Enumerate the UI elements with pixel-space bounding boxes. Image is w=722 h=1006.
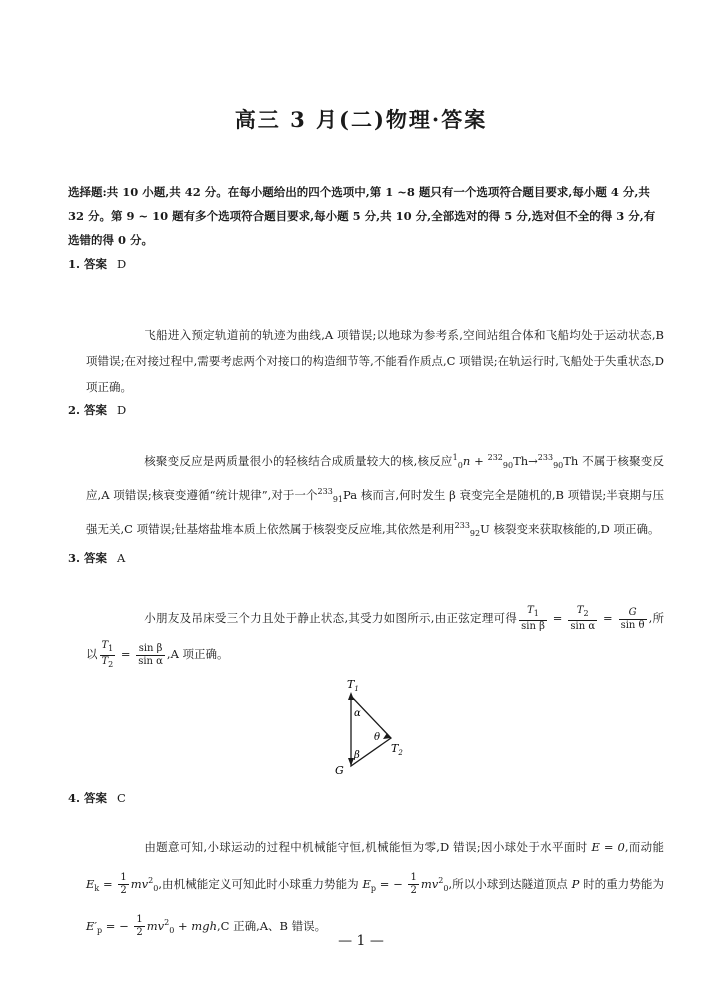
q2-pa: Pa [343,487,358,502]
q1-text: 飞船进入预定轨道前的轨迹为曲线,A 项错误;以地球为参考系,空间站组合体和飞船均处于运动状态,B 项错误;在对接过程中,需要考虑两个对接口的构造细节等,不能看作质点,C 项错误;在轨运行时,飞船处于失重状态,D 项正确。 [86,328,664,394]
q3-text-2: ,所 [648,611,664,625]
q2-explanation: 核聚变反应是两质量很小的轻核结合成质量较大的核,核反应$^1_0$n + $^{232}_{90}$Th→$^{233}_{90}$Th 不属于核聚变反应,A 项错误;核衰变遵循“统计规律”,对于一个$^{233}_{91}$Pa 核而言,何时发生 β 衰变完全是随机的,B 项错误;半衰期与压强无关,C 项错误;钍基熔盐堆本质上依然属于核裂变反应堆,其依然是利用$^{233}_{92}$U 核裂变来获取核能的,D 项正确。 [86,453,665,539]
q2-text-3: 核而言,何时发生 β 衰变完全是随机的,B 项错误;半衰期与压强无关,C 项错误;钍基熔盐堆本质上依然属于核裂变反应堆,其依然是利用 [86,487,665,537]
q4-answer: C [117,791,126,805]
q4-text-3: ,所以小球到达隧道顶点 [448,876,572,891]
t1-arrowhead [348,692,354,700]
q2-label: 2. 答案 [68,403,108,417]
q4-text-2: ,由机械能定义可知此时小球重力势能为 [158,876,363,891]
q2-neutron: n [462,453,471,468]
q1-explanation [86,322,664,400]
q1-answer: D [117,257,127,271]
q2-text-1: 核聚变反应是两质量很小的轻核结合成质量较大的核,核反应 [144,453,453,468]
q4-text-1: 由题意可知,小球运动的过程中机械能守恒,机械能恒为零,D 错误;因小球处于水平面时 [144,840,592,854]
fig-label-t1: $T_1$ [347,678,359,693]
q4-text-6: ,C 正确,A、B 错误。 [216,918,327,933]
q3-frac-ratio: $\frac{T_1}{T_2}$ [101,639,114,669]
q4-label: 4. 答案 [68,791,108,805]
page-number: — 1 — [338,933,384,949]
q2-answer: D [117,403,127,417]
q4-explanation: 由题意可知,小球运动的过程中机械能守恒,机械能恒为零,D 错误;因小球处于水平面时 E = 0,而动能 $E_k$ = $\frac{1}{2}$ $mv^2_0$,由机械能定义可知此时小球重力势能为 $E_p$ = − $\frac{1}{2}$ $mv^2_0$,所以小球到达隧道顶点 P 时的重力势能为 $E'_p$ = − $\frac{1}{2}$ $mv^2_0 + mgh,C$ 正确,A、B 错误。 [86,840,664,939]
fig-label-theta: θ [374,732,381,743]
q2-header [68,402,126,418]
q2-text-2: 不属于核聚变反应,A 项错误;核衰变遵循“统计规律”,对于一个 [86,453,664,502]
q4-frac-half-3: $\frac{1}{2}$ [136,914,143,939]
instructions: 选择题:共 10 小题,共 42 分。在每小题给出的四个选项中,第 1 ~8 题只有一个选项符合题目要求,每小题 4 分,共 32 分。第 9 ~ 10 题有多个选项符合题目要求,每小题 5 分,共 10 分,全部选对的得 5 分,选对但不全的得 3 分,有选错的得 0 分。 [68,185,656,247]
q3-frac-g: $\frac{G}{\text{sin θ}}$ [620,606,645,631]
fig-label-beta: β [354,750,360,761]
q2-u: U [480,522,490,537]
q3-frac-t1: $\frac{T_1}{\text{sin β}}$ [521,605,545,632]
q4-frac-half-2: $\frac{1}{2}$ [410,872,417,897]
q3-explanation: 小朋友及吊床受三个力且处于静止状态,其受力如图所示,由正弦定理可得 $\frac{T_1}{\text{sin β}}$ = $\frac{T_2}{\text{sin α}}$ = $\frac{G}{\text{sin θ}}$ ,所以 $\frac{T_1}{T_2}$ = $\frac{\text{sin β}}{\text{sin α}}$ ,A 项正确。 [86,605,664,669]
q1-header [68,256,126,272]
fig-label-g: G [335,764,344,777]
q4-header [68,790,126,806]
q3-frac-t2: $\frac{T_2}{\text{sin α}}$ [570,605,596,632]
q2-th232: Th [513,453,529,468]
q3-text-3: 以 [86,647,98,661]
q1-label: 1. 答案 [68,257,108,271]
q3-answer: A [117,551,126,565]
q3-text-1: 小朋友及吊床受三个力且处于静止状态,其受力如图所示,由正弦定理可得 [144,611,518,625]
q2-arrow: → [528,453,538,468]
q2-plus: + [470,453,488,468]
q3-text-4: ,A 项正确。 [166,647,229,661]
q2-text-4: 核裂变来获取核能的,D 项正确。 [493,522,660,537]
fig-label-t2: $T_2$ [391,742,403,757]
q2-th233: Th [563,453,579,468]
fig-label-alpha: α [354,708,361,719]
q4-frac-half-1: $\frac{1}{2}$ [120,872,127,897]
q3-label: 3. 答案 [68,551,108,565]
q3-frac-sin: $\frac{\text{sin β}}{\text{sin α}}$ [138,642,163,667]
force-triangle-diagram [325,678,415,778]
q3-header [68,550,125,566]
page-title: 高三 3 月(二)物理·答案 [234,107,488,132]
